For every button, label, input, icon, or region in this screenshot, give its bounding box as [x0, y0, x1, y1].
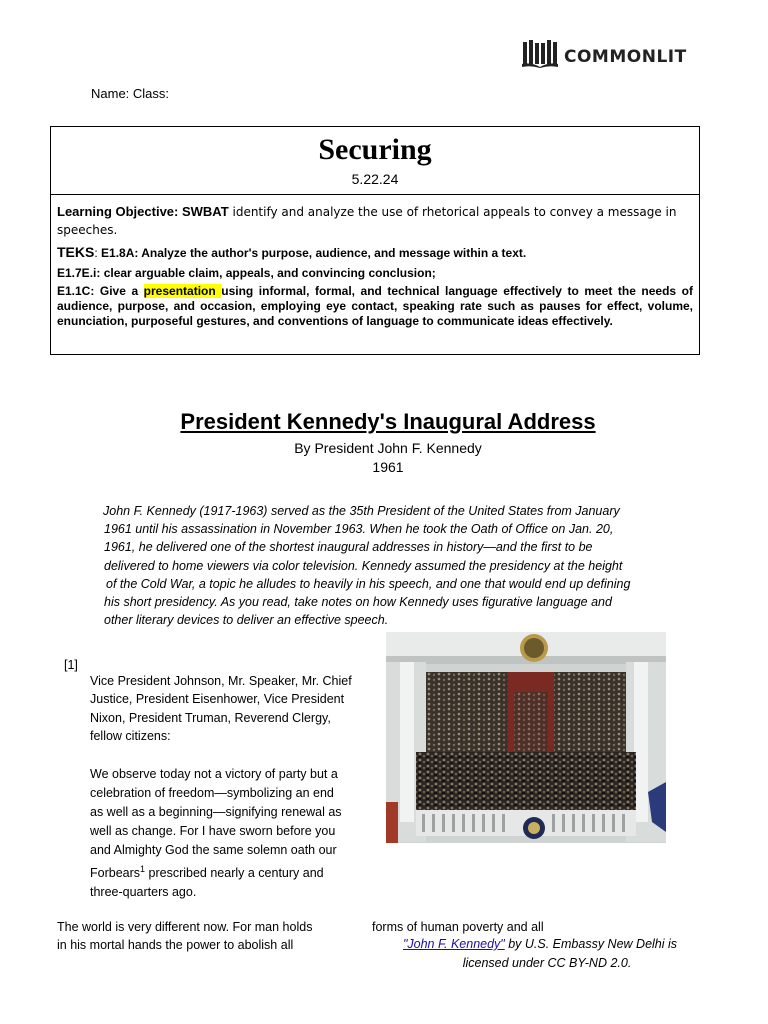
article-intro: [103, 502, 673, 629]
footnote-marker[interactable]: 1: [140, 863, 146, 874]
learning-objective-label: Learning Objective: SWBAT: [57, 204, 229, 219]
para-line: celebration of freedom—symbolizing an end: [90, 785, 334, 800]
para-line: We observe today not a victory of party but a: [90, 767, 338, 781]
para-line: and Almighty God the same solemn oath our: [90, 842, 337, 857]
article-year: 1961: [372, 459, 404, 475]
teks-standard: [57, 243, 693, 262]
brand-name: COMMONLIT: [564, 46, 687, 67]
caption-tail: by U.S. Embassy New Delhi is: [504, 937, 678, 951]
intro-line: other literary devices to deliver an effective speech.: [104, 613, 389, 628]
e11-highlight: presentation: [143, 284, 222, 298]
learning-objective: [57, 203, 693, 239]
intro-line: John F. Kennedy (1917-1963) served as the 35th President of the United States from January: [103, 504, 620, 518]
intro-line: 1961, he delivered one of the shortest inaugural addresses in history—and the first to be: [104, 540, 593, 555]
forbears-tail: prescribed nearly a century and: [145, 865, 324, 880]
para-line: Justice, President Eisenhower, Vice President: [90, 692, 345, 707]
name-class-label: Name: Class:: [91, 86, 170, 101]
intro-line: 1961 until his assassination in November 1963. When he took the Oath of Office on Jan. 20,: [104, 522, 614, 537]
commonlit-logo: [522, 40, 687, 73]
speech-paragraph-1: [90, 672, 380, 746]
teks-label: TEKS: [57, 244, 95, 260]
teks-text: E1.8A: Analyze the author's purpose, audience, and message within a text.: [101, 246, 527, 260]
para-line-forbears: [90, 860, 375, 883]
teks-separator: :: [94, 246, 102, 260]
para-line: Vice President Johnson, Mr. Speaker, Mr. Chief: [90, 674, 352, 688]
e11-post: using informal, formal, and technical language effectively to meet the needs of audience, purpose, and occasion, employing eye contact, speaking rate such as pauses for effect, volume, enunciation, purposeful gestures, and conventions of language to communicate ideas effectively.: [57, 284, 693, 328]
photo-caption: [380, 935, 700, 973]
para-line: The world is very different now. For man holds: [57, 920, 313, 934]
lesson-date: 5.22.24: [351, 171, 399, 187]
book-icon: [522, 40, 558, 73]
article-byline: By President John F. Kennedy: [294, 440, 482, 456]
caption-link[interactable]: "John F. Kennedy": [402, 937, 505, 951]
para-line: well as change. For I have sworn before you: [90, 823, 336, 838]
forbears-word: Forbears: [90, 865, 141, 880]
objective-box: [50, 126, 700, 355]
lesson-title: Securing: [318, 133, 432, 166]
e11-pre: E1.1C: Give a: [57, 284, 144, 298]
speech-paragraph-2: [90, 765, 375, 902]
standard-e11: [57, 284, 693, 329]
paragraph-number: [1]: [64, 658, 78, 672]
article-title: President Kennedy's Inaugural Address: [180, 409, 596, 434]
speech-paragraph-3-right: forms of human poverty and all: [372, 920, 544, 934]
objective-body: [57, 203, 693, 329]
inauguration-photo: [386, 632, 666, 843]
para-line: Nixon, President Truman, Reverend Clergy,: [90, 710, 331, 725]
intro-line: his short presidency. As you read, take notes on how Kennedy uses figurative language and: [104, 595, 612, 610]
intro-line: delivered to home viewers via color television. Kennedy assumed the presidency at the height: [104, 558, 623, 573]
caption-license: licensed under CC BY-ND 2.0.: [462, 956, 632, 970]
para-line: fellow citizens:: [90, 729, 171, 744]
para-line: three-quarters ago.: [90, 884, 197, 899]
standard-e17: E1.7E.i: clear arguable claim, appeals, and convincing conclusion;: [57, 266, 436, 280]
para-line: in his mortal hands the power to abolish all: [57, 938, 294, 952]
caption-line-1: [380, 935, 700, 954]
para-line: as well as a beginning—signifying renewal as: [90, 804, 342, 819]
objective-title-area: [51, 127, 699, 195]
learning-objective-text: identify and analyze the use of rhetorical appeals to convey a message in speeches.: [57, 205, 677, 237]
intro-line: of the Cold War, a topic he alludes to heavily in his speech, and one that would end up defining: [106, 576, 631, 591]
speech-paragraph-3-left: [57, 918, 357, 954]
